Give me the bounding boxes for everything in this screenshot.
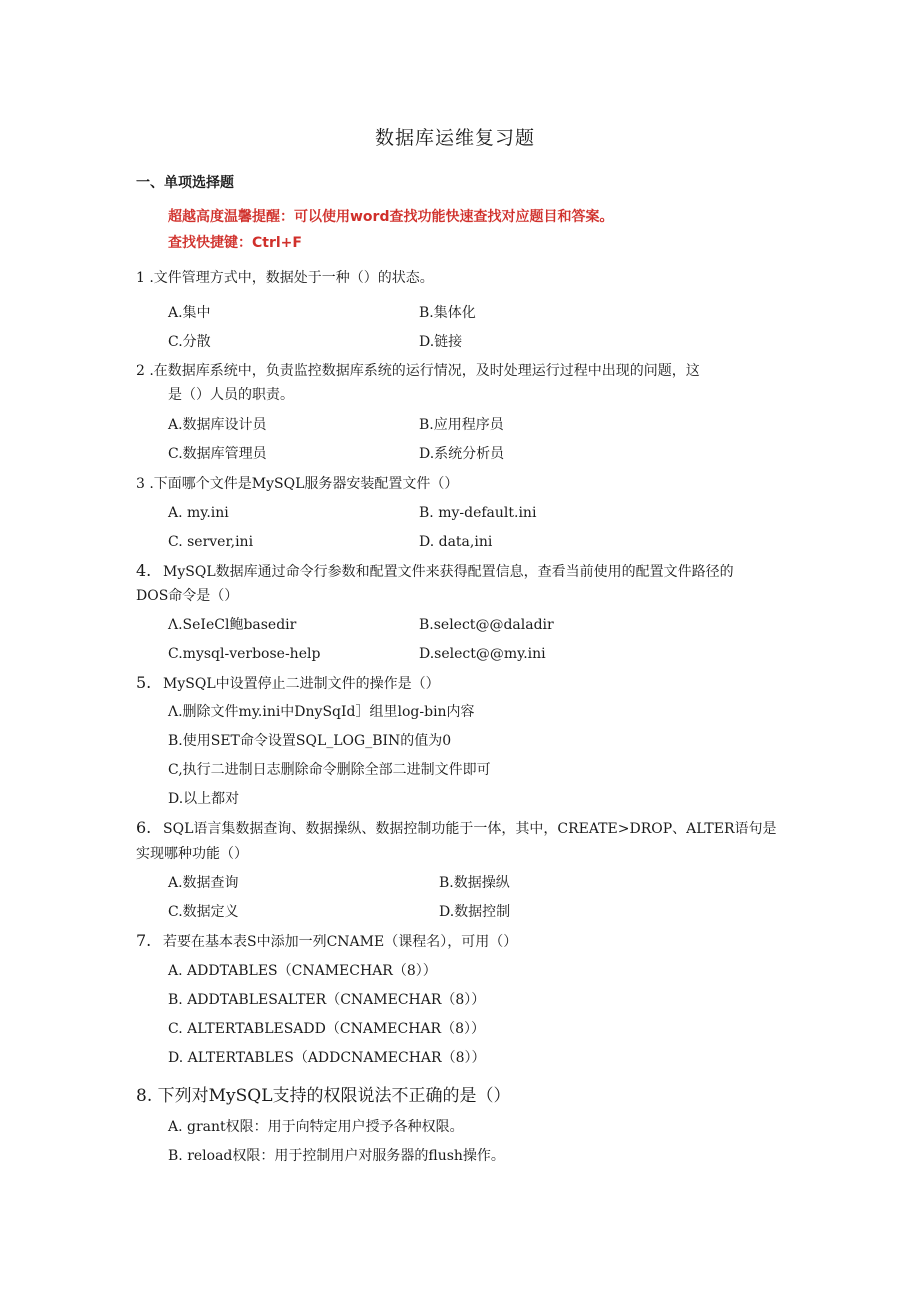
question-3-stem: 3 .下面哪个文件是MySQL服务器安装配置文件（） (136, 476, 459, 492)
section-heading: 一、单项选择题 (136, 175, 234, 191)
question-2-option-d: D.系统分析员 (419, 446, 505, 462)
question-2-stem-line-1: 2 .在数据库系统中，负责监控数据库系统的运行情况，及时处理运行过程中出现的问题，这 (136, 363, 700, 379)
question-7-option-b: B. ADDTABLESALTER（CNAMECHAR（8）） (168, 992, 486, 1008)
notice-line-2: 查找快捷键：Ctrl+F (168, 235, 302, 251)
question-7-stem: 若要在基本表S中添加一列CNAME（课程名），可用（） (163, 934, 518, 950)
question-4-option-b: B.select@@daladir (419, 617, 554, 633)
question-2-stem-line-2: 是（）人员的职责。 (168, 387, 294, 403)
question-4-stem-line-1: MySQL数据库通过命令行参数和配置文件来获得配置信息，查看当前使用的配置文件路径的 (163, 564, 734, 580)
question-4-option-d: D.select@@my.ini (419, 646, 546, 662)
question-8-option-a: A. grant权限：用于向特定用户授予各种权限。 (168, 1119, 464, 1135)
question-6-stem-line-2: 实现哪种功能（） (136, 846, 248, 862)
notice-line-1: 超越高度温馨提醒：可以使用word查找功能快速查找对应题目和答案。 (168, 209, 614, 225)
question-7-option-c: C. ALTERTABLESADD（CNAMECHAR（8）） (168, 1021, 485, 1037)
question-7-number: 7. (136, 931, 152, 950)
question-4-option-c: C.mysql-verbose-help (168, 646, 321, 662)
question-6-stem-line-1: SQL语言集数据查询、数据操纵、数据控制功能于一体，其中，CREATE>DROP、ALTER语句是 (163, 821, 777, 837)
question-8-stem: 8. 下列对MySQL支持的权限说法不正确的是（） (136, 1086, 511, 1106)
question-3-option-d: D. data,ini (419, 534, 493, 550)
question-1-option-d: D.链接 (419, 334, 463, 350)
question-5-option-c: C,执行二进制日志删除命令删除全部二进制文件即可 (168, 762, 491, 778)
question-6-option-c: C.数据定义 (168, 904, 239, 920)
question-4-option-a: Λ.SeIeCl鲍basedir (168, 617, 297, 633)
question-1-option-b: B.集体化 (419, 305, 476, 321)
question-5-option-d: D.以上都对 (168, 791, 240, 807)
question-3-option-b: B. my-default.ini (419, 505, 537, 521)
question-5-option-a: Λ.删除文件my.ini中DnySqId］组里log-bin内容 (168, 704, 475, 720)
question-6-option-b: B.数据操纵 (439, 875, 510, 891)
question-1-stem: 1 .文件管理方式中，数据处于一种（）的状态。 (136, 270, 434, 286)
question-1-option-c: C.分散 (168, 334, 211, 350)
question-4-stem-line-2: DOS命令是（） (136, 588, 239, 604)
question-6-number: 6. (136, 818, 152, 837)
question-1-option-a: A.集中 (168, 305, 211, 321)
question-5-stem: MySQL中设置停止二进制文件的操作是（） (163, 676, 440, 692)
question-7-option-d: D. ALTERTABLES（ADDCNAMECHAR（8）） (168, 1050, 486, 1066)
question-2-option-b: B.应用程序员 (419, 417, 504, 433)
question-5-option-b: B.使用SET命令设置SQL_LOG_BIN的值为0 (168, 733, 452, 749)
question-2-option-a: A.数据库设计员 (168, 417, 267, 433)
question-5-number: 5. (136, 673, 152, 692)
question-4-number: 4. (136, 561, 152, 580)
question-8-option-b: B. reload权限：用于控制用户对服务器的flush操作。 (168, 1148, 505, 1164)
question-6-option-a: A.数据查询 (168, 875, 239, 891)
question-3-option-a: A. my.ini (168, 505, 229, 521)
question-3-option-c: C. server,ini (168, 534, 254, 550)
question-6-option-d: D.数据控制 (439, 904, 511, 920)
question-7-option-a: A. ADDTABLES（CNAMECHAR（8）） (168, 963, 437, 979)
document-title: 数据库运维复习题 (375, 127, 536, 149)
question-2-option-c: C.数据库管理员 (168, 446, 267, 462)
